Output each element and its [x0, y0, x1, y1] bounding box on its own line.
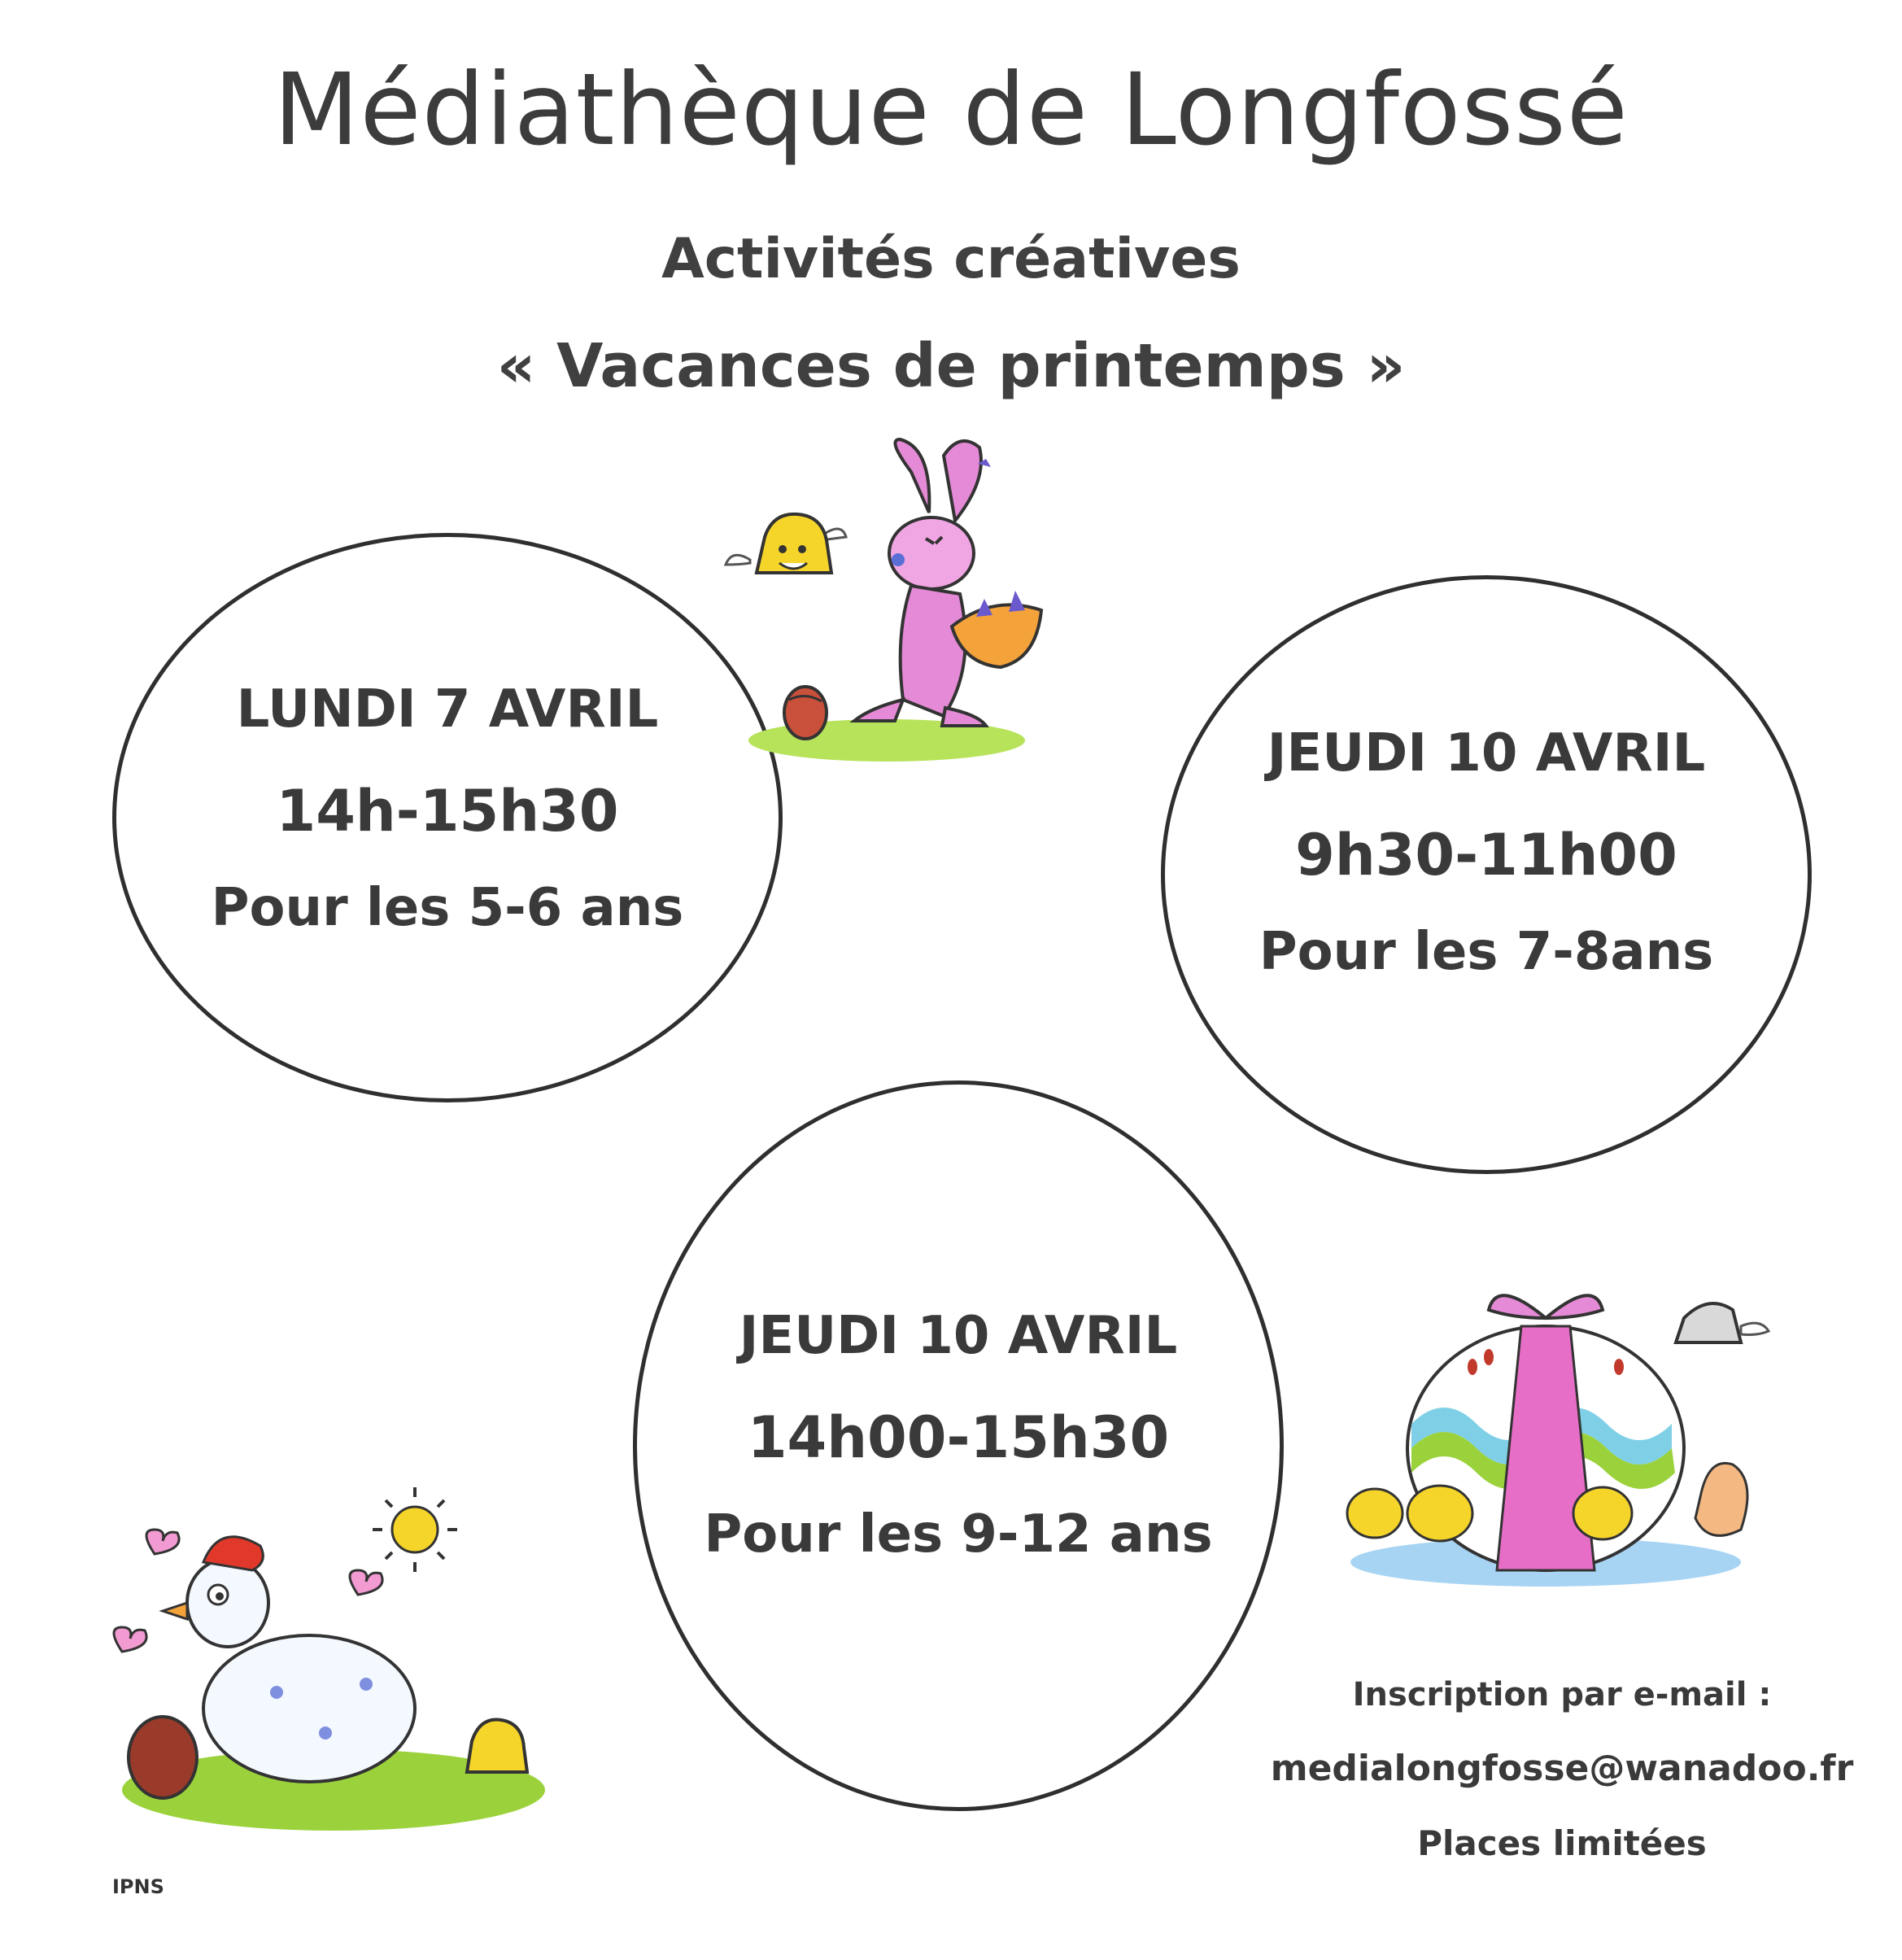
session-1-text [112, 679, 783, 938]
flying-bell-icon [726, 514, 846, 573]
session-1-date: LUNDI 7 AVRIL [236, 679, 659, 740]
sun-icon [373, 1487, 457, 1572]
session-3-date: JEUDI 10 AVRIL [739, 1306, 1178, 1366]
page-title: Médiathèque de Longfossé [273, 52, 1629, 168]
registration-email[interactable]: medialongfosse@wanadoo.fr [1270, 1748, 1854, 1789]
easter-egg-chicks-icon [1334, 1269, 1790, 1611]
flying-bell-icon [467, 1720, 527, 1772]
session-2-audience: Pour les 7-8ans [1259, 922, 1714, 982]
flying-bell-icon [1676, 1303, 1769, 1342]
registration-note: Places limitées [1417, 1823, 1707, 1863]
session-2-text [1161, 723, 1812, 982]
session-2-time: 9h30-11h00 [1295, 822, 1677, 888]
session-1-audience: Pour les 5-6 ans [211, 878, 684, 938]
session-3-audience: Pour les 9-12 ans [704, 1504, 1213, 1565]
registration-block [1228, 1676, 1895, 1863]
subtitle: Activités créatives [661, 227, 1241, 291]
easter-bunny-icon [732, 439, 1106, 781]
theme-title: « Vacances de printemps » [496, 331, 1406, 401]
registration-label: Inscription par e-mail : [1352, 1676, 1772, 1713]
session-3-text [633, 1306, 1284, 1565]
session-1-time: 14h-15h30 [276, 778, 619, 845]
session-2-date: JEUDI 10 AVRIL [1267, 723, 1706, 784]
hen-icon [114, 1489, 586, 1855]
ipns-label: IPNS [112, 1875, 164, 1898]
session-3-time: 14h00-15h30 [747, 1404, 1170, 1471]
